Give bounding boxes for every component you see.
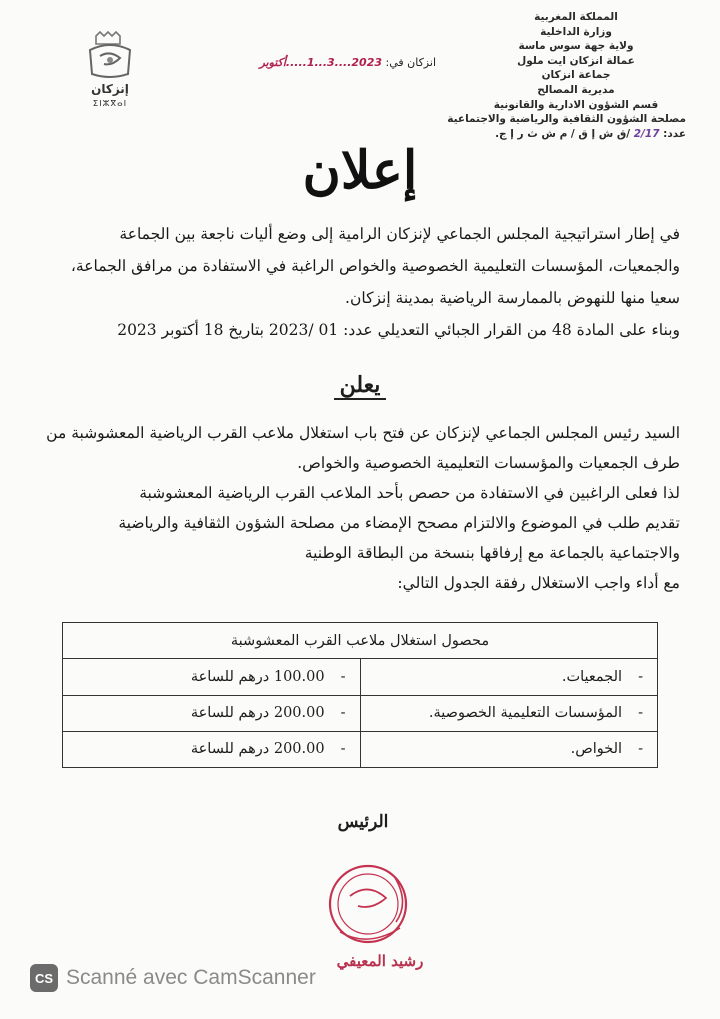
intro-line: سعيا منها للنهوض بالممارسة الرياضية بمدينة إنزكان. bbox=[345, 289, 680, 307]
document-title: إعلان bbox=[302, 140, 418, 201]
price-cell bbox=[63, 731, 361, 767]
president-label: الرئيس bbox=[337, 812, 389, 832]
intro-line: في إطار استراتيجية المجلس الجماعي لإنزكان الرامية إلى وضع أليات ناجعة بين الجماعة bbox=[119, 225, 680, 243]
intro-line: وبناء على المادة 48 من القرار الجبائي التعديلي عدد: 01 /2023 بتاريخ 18 أكتوبر 2023 bbox=[117, 321, 680, 339]
category-cell bbox=[360, 659, 658, 695]
body-line: طرف الجمعيات والمؤسسات التعليمية الخصوصية والخواص. bbox=[297, 454, 680, 472]
price-text: 200.00 درهم للساعة bbox=[190, 741, 325, 758]
table-row bbox=[63, 731, 658, 767]
header-line: مديرية المصالح bbox=[537, 83, 615, 96]
header-line: ولاية جهة سوس ماسة bbox=[518, 40, 634, 53]
reference-value: 2/17 bbox=[633, 127, 660, 140]
logo-tifinagh-name: ⵉⵏⵣⴳⴰⵏ bbox=[92, 99, 128, 109]
table-row bbox=[63, 695, 658, 731]
camscanner-logo-icon: CS bbox=[30, 964, 58, 992]
fees-table bbox=[62, 622, 658, 768]
price-cell bbox=[63, 659, 361, 695]
category-text: المؤسسات التعليمية الخصوصية. bbox=[428, 705, 623, 722]
body-line: والاجتماعية بالجماعة مع إرفاقها بنسخة من البطاقة الوطنية bbox=[304, 544, 680, 562]
date-value: 2023....3...1.....أكتوبر bbox=[259, 56, 383, 69]
logo-arabic-name: إنزكان bbox=[91, 82, 129, 96]
official-stamp bbox=[310, 852, 430, 952]
reference-suffix: /ق ش إ ق / م ش ث ر إ ج. bbox=[495, 127, 631, 140]
price-text: 100.00 درهم للساعة bbox=[190, 668, 325, 685]
table-row bbox=[63, 659, 658, 695]
document-date bbox=[246, 56, 436, 69]
price-cell bbox=[63, 695, 361, 731]
dash: - bbox=[340, 668, 346, 685]
table-header: محصول استغلال ملاعب القرب المعشوشبة bbox=[63, 623, 658, 659]
category-cell bbox=[360, 695, 658, 731]
price-text: 200.00 درهم للساعة bbox=[190, 705, 325, 722]
body-line: لذا فعلى الراغبين في الاستفادة من حصص بأحد الملاعب القرب الرياضية المعشوشبة bbox=[139, 484, 680, 502]
date-label: انزكان في: bbox=[385, 56, 436, 69]
category-text: الخواص. bbox=[570, 741, 623, 758]
administrative-header bbox=[447, 10, 686, 141]
camscanner-watermark bbox=[30, 962, 316, 994]
camscanner-text: Scanné avec CamScanner bbox=[66, 966, 316, 989]
dash: - bbox=[638, 668, 643, 685]
intro-line: والجمعيات، المؤسسات التعليمية الخصوصية والخواص الراغبة في الاستفادة من مرافق الجماعة، bbox=[70, 257, 680, 275]
header-line: مصلحة الشؤون الثقافية والرياضية والاجتماعية bbox=[447, 113, 686, 126]
announce-heading bbox=[0, 372, 720, 398]
category-text: الجمعيات. bbox=[561, 668, 623, 685]
header-line: قسم الشؤون الادارية والقانونية bbox=[493, 98, 659, 111]
body-line: تقديم طلب في الموضوع والالتزام مصحح الإمضاء من مصلحة الشؤون الثقافية والرياضية bbox=[118, 514, 680, 532]
body-line: مع أداء واجب الاستغلال رفقة الجدول التالي: bbox=[397, 574, 680, 592]
dash: - bbox=[638, 741, 643, 758]
category-cell bbox=[360, 731, 658, 767]
body-line: السيد رئيس المجلس الجماعي لإنزكان عن فتح باب استغلال ملاعب القرب الرياضية المعشوشبة من bbox=[46, 424, 680, 442]
table-header-row bbox=[63, 623, 658, 659]
reference-label: عدد: bbox=[663, 127, 686, 140]
header-line: المملكة المغربية bbox=[534, 11, 618, 23]
intro-paragraph bbox=[40, 218, 680, 346]
header-line: جماعة انزكان bbox=[541, 69, 611, 82]
dash: - bbox=[340, 705, 346, 722]
body-paragraph bbox=[40, 418, 680, 598]
header-line: عمالة انزكان ايت ملول bbox=[517, 54, 635, 67]
dash: - bbox=[340, 741, 346, 758]
signer-name: رشيد المعيفي bbox=[336, 952, 424, 970]
announce-text: يعلن bbox=[334, 372, 387, 400]
header-line: وزارة الداخلية bbox=[540, 25, 612, 38]
dash: - bbox=[638, 705, 643, 722]
